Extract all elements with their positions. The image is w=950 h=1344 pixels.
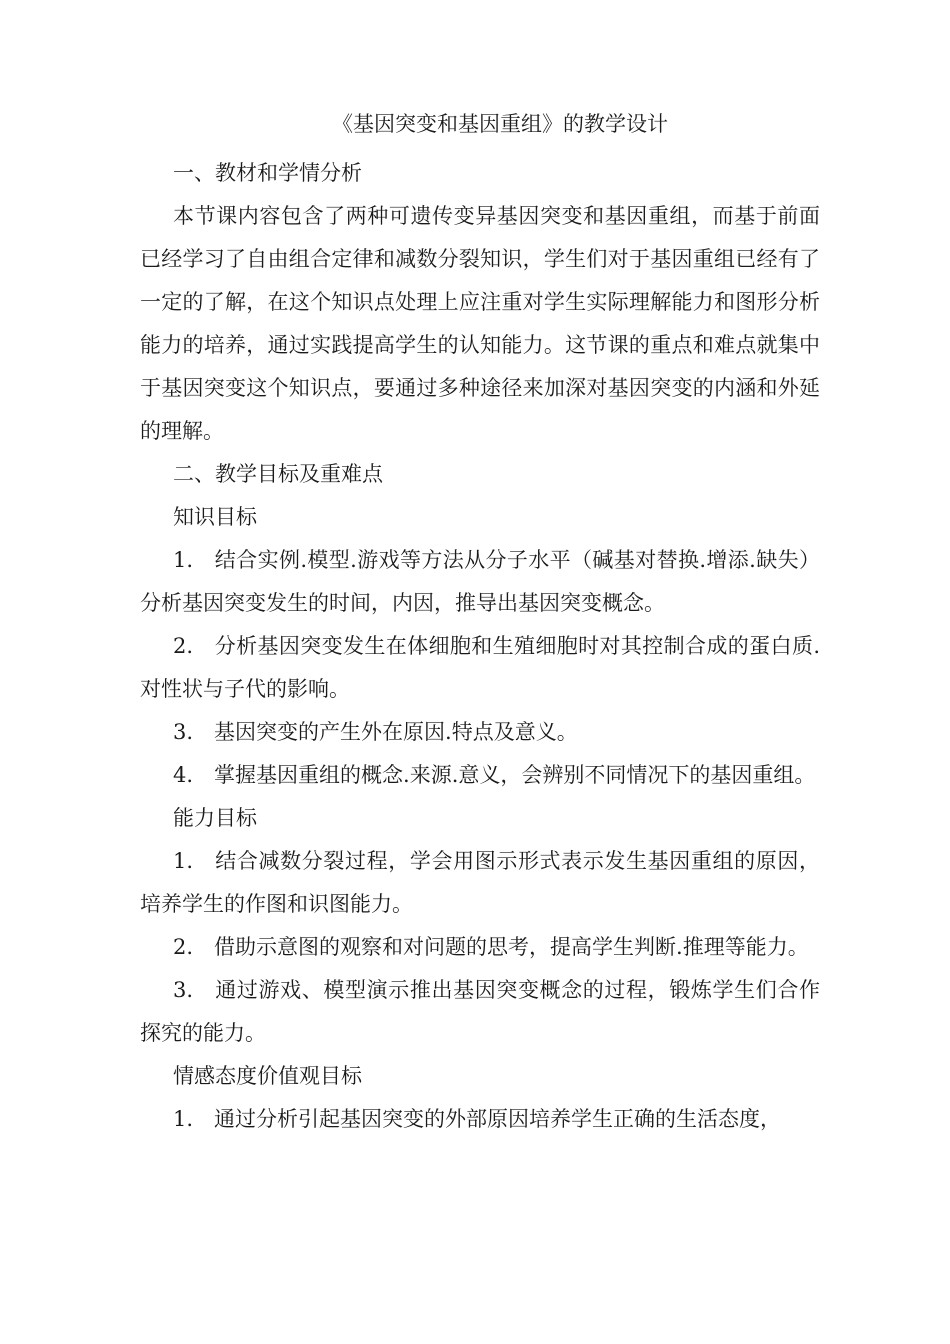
subheading-knowledge: 知识目标: [173, 505, 257, 529]
knowledge-item-3: 3. 基因突变的产生外在原因.特点及意义。: [173, 720, 578, 744]
section-heading-analysis: 一、教材和学情分析: [173, 161, 362, 185]
analysis-paragraph: 本节课内容包含了两种可遗传变异基因突变和基因重组，而基于前面已经学习了自由组合定律和减数分裂知识，学生们对于基因重组已经有了一定的了解，在这个知识点处理上应注重对学生实际理解能力和图形分析能力的培养，通过实践提高学生的认知能力。这节课的重点和难点就集中于基因突变这个知识点，要通过多种途径来加深对基因突变的内涵和外延的理解。: [140, 204, 820, 443]
ability-item-1: 1. 结合减数分裂过程，学会用图示形式表示发生基因重组的原因，培养学生的作图和识图能力。: [140, 849, 820, 916]
ability-item-3: 3. 通过游戏、模型演示推出基因突变概念的过程，锻炼学生们合作探究的能力。: [140, 978, 820, 1045]
knowledge-item-2: 2. 分析基因突变发生在体细胞和生殖细胞时对其控制合成的蛋白质.对性状与子代的影响。: [140, 634, 820, 701]
values-item-1: 1. 通过分析引起基因突变的外部原因培养学生正确的生活态度，: [173, 1107, 782, 1131]
section-heading-objectives: 二、教学目标及重难点: [173, 462, 383, 486]
knowledge-item-1: 1. 结合实例.模型.游戏等方法从分子水平（碱基对替换.增添.缺失）分析基因突变发生的时间，内因，推导出基因突变概念。: [140, 548, 820, 615]
document-page: [140, 110, 820, 1141]
ability-item-2: 2. 借助示意图的观察和对问题的思考，提高学生判断.推理等能力。: [173, 935, 809, 959]
subheading-values: 情感态度价值观目标: [173, 1064, 362, 1088]
subheading-ability: 能力目标: [173, 806, 257, 830]
knowledge-item-4: 4. 掌握基因重组的概念.来源.意义，会辨别不同情况下的基因重组。: [173, 763, 816, 787]
document-title: 《基因突变和基因重组》的教学设计: [332, 112, 668, 136]
